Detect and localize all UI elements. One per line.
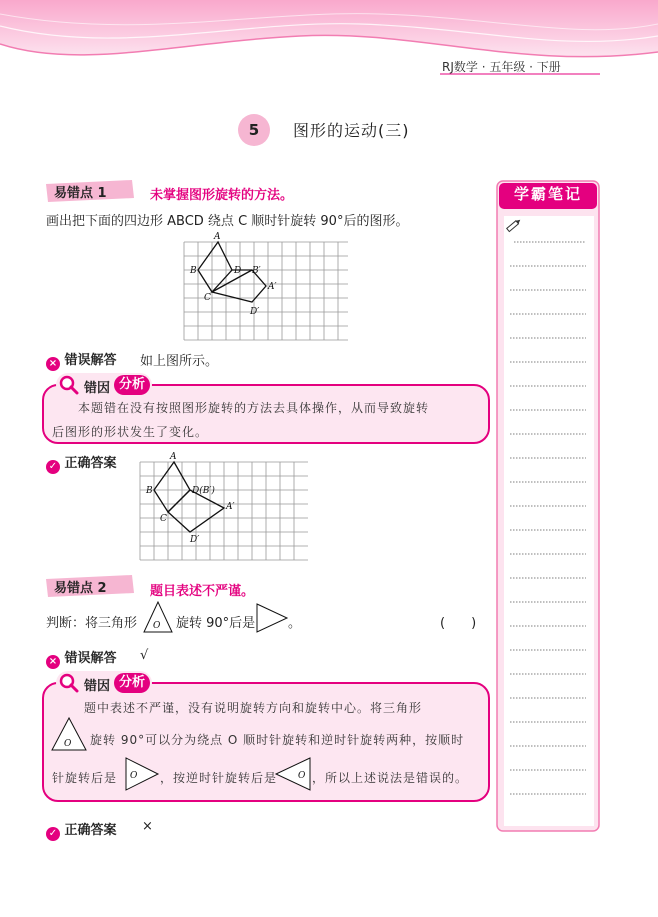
wrong-answer-2-text: √ xyxy=(140,648,149,663)
triangle3-o-label: O xyxy=(130,771,138,781)
correct-answer-2-label: 正确答案 xyxy=(64,823,117,838)
series-label: RJ数学 · 五年级 · 下册 xyxy=(442,60,561,74)
triangle-o-label: O xyxy=(153,621,161,631)
reason-1-text xyxy=(52,396,482,444)
wrong-answer-2-row xyxy=(46,647,117,669)
question-2-part-a: 判断：将三角形 xyxy=(46,616,138,631)
triangle2-o-label: O xyxy=(64,739,72,749)
correct-answer-2-text: × xyxy=(142,819,153,834)
fig2-label-Dp: D′ xyxy=(190,535,200,545)
check-icon: ✓ xyxy=(46,460,60,474)
fig2-label-D: D(B′) xyxy=(192,486,215,496)
triangle-original-icon xyxy=(142,600,174,634)
fig1-label-Dp: D′ xyxy=(250,307,260,317)
fig1-label-C: C xyxy=(204,293,211,303)
chapter-title: 图形的运动(三) xyxy=(293,121,410,140)
answer-bracket: ( ) xyxy=(440,616,477,631)
reason-1-header xyxy=(56,373,156,397)
fig1-label-B: B xyxy=(190,266,197,276)
correct-answer-1-label: 正确答案 xyxy=(64,456,117,471)
triangle4-o-label: O xyxy=(298,771,306,781)
fig2-label-A: A xyxy=(170,452,177,462)
fig1-label-Ap: A′ xyxy=(268,282,277,292)
magnifier-icon xyxy=(58,375,80,395)
triangle-rotated-icon xyxy=(255,602,289,634)
fig1-label-A: A xyxy=(214,232,221,242)
cross-icon: × xyxy=(46,655,60,669)
reason-1-label-b: 分析 xyxy=(114,375,150,395)
fig1-label-D: D xyxy=(234,266,242,276)
triangle-clockwise-icon xyxy=(124,756,160,792)
reason-1-label-a: 错因 xyxy=(84,381,111,396)
figure-2-correct-rotation xyxy=(136,452,312,564)
fig2-label-B: B xyxy=(146,486,153,496)
cross-icon: × xyxy=(46,357,60,371)
notes-panel xyxy=(496,180,600,832)
correct-answer-2-row xyxy=(46,819,117,841)
error-point-1-topic: 未掌握图形旋转的方法。 xyxy=(150,188,294,203)
reason-2-line-3c: ，所以上述说法是错误的。 xyxy=(312,771,469,785)
error-point-1-tag: 易错点 1 xyxy=(54,186,107,201)
error-point-2-tag: 易错点 2 xyxy=(54,581,107,596)
triangle-original-icon-2 xyxy=(50,716,88,752)
question-1-text: 画出把下面的四边形 ABCD 绕点 C 顺时针旋转 90°后的图形。 xyxy=(46,214,409,229)
correct-answer-1-row xyxy=(46,452,117,474)
fig2-label-Ap: A′ xyxy=(226,502,235,512)
magnifier-icon xyxy=(58,673,80,693)
reason-2-line-3a: 针旋转后是 xyxy=(52,771,118,785)
wrong-answer-1-text: 如上图所示。 xyxy=(140,354,219,369)
reason-2-header xyxy=(56,671,156,695)
reason-2-label-b: 分析 xyxy=(114,673,150,693)
check-icon: ✓ xyxy=(46,827,60,841)
fig2-label-C: C xyxy=(160,514,167,524)
reason-2-line-1: 题中表述不严谨，没有说明旋转方向和旋转中心。将三角形 xyxy=(84,701,423,715)
chapter-number: 5 xyxy=(238,114,270,146)
reason-1-line-2: 后图形的形状发生了变化。 xyxy=(52,425,209,439)
reason-1-line-1: 本题错在没有按照图形旋转的方法去具体操作，从而导致旋转 xyxy=(78,401,430,415)
reason-2-label-a: 错因 xyxy=(84,679,111,694)
notes-title: 学霸笔记 xyxy=(513,185,582,203)
reason-2-line-2: 旋转 90°可以分为绕点 O 顺时针旋转和逆时针旋转两种，按顺时 xyxy=(90,733,465,747)
error-point-2-topic: 题目表述不严谨。 xyxy=(150,584,255,599)
wrong-answer-1-row xyxy=(46,349,117,371)
figure-1-wrong-rotation xyxy=(180,230,352,344)
reason-2-line-3b: ，按逆时针旋转后是 xyxy=(160,771,278,785)
question-2-part-c: 。 xyxy=(288,616,302,631)
wrong-answer-1-label: 错误解答 xyxy=(64,353,117,368)
wrong-answer-2-label: 错误解答 xyxy=(64,651,117,666)
triangle-counterclockwise-icon xyxy=(274,756,312,792)
question-2-part-b: 旋转 90°后是 xyxy=(176,616,256,631)
fig1-label-Bp: B′ xyxy=(252,266,261,276)
